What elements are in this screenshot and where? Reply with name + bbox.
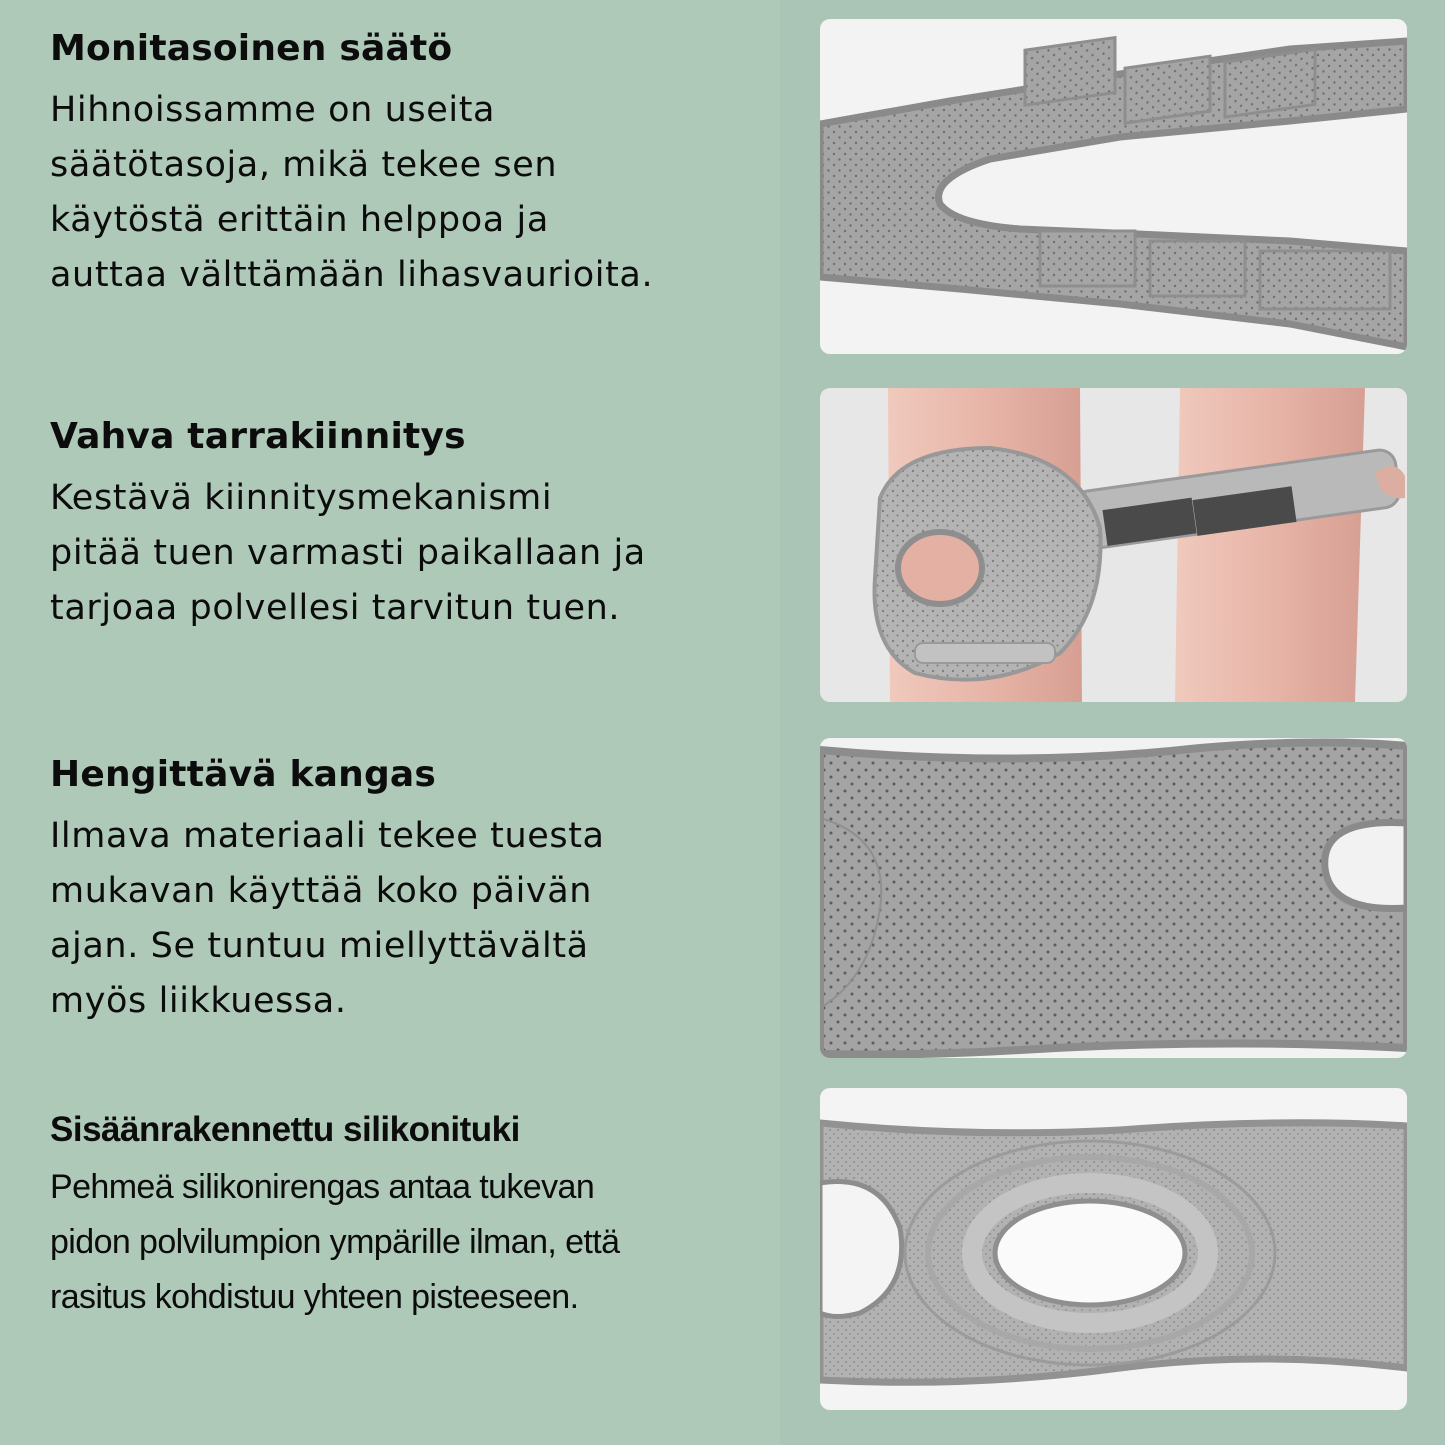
feature-title: Hengittävä kangas <box>50 754 437 795</box>
silicone-ring-photo <box>820 1088 1407 1410</box>
description-line: Pehmeä silikonirengas antaa tukevan <box>50 1167 595 1206</box>
feature-description <box>50 809 750 1029</box>
description-line: tarjoaa polvellesi tarvitun tuen. <box>50 588 621 628</box>
feature-title: Monitasoinen säätö <box>50 28 453 69</box>
description-line: rasitus kohdistuu yhteen pisteeseen. <box>50 1277 579 1316</box>
description-line: mukavan käyttää koko päivän <box>50 871 593 911</box>
description-line: säätötasoja, mikä tekee sen <box>50 145 558 185</box>
feature-description <box>50 1160 750 1325</box>
feature-description <box>50 471 750 636</box>
description-line: pidon polvilumpion ympärille ilman, että <box>50 1222 620 1261</box>
silicone-ring-illustration <box>820 1088 1407 1410</box>
feature-silicone-support <box>50 1108 750 1325</box>
breathable-fabric-photo <box>820 738 1407 1058</box>
description-line: Ilmava materiaali tekee tuesta <box>50 816 605 856</box>
description-line: käytöstä erittäin helppoa ja <box>50 200 549 240</box>
description-line: auttaa välttämään lihasvaurioita. <box>50 255 654 295</box>
description-line: myös liikkuessa. <box>50 981 347 1021</box>
description-line: ajan. Se tuntuu miellyttävältä <box>50 926 589 966</box>
description-line: pitää tuen varmasti paikallaan ja <box>50 533 646 573</box>
strap-adjustment-photo <box>820 19 1407 354</box>
feature-title: Sisäänrakennettu silikonituki <box>50 1110 520 1149</box>
strap-adjustment-illustration <box>820 19 1407 354</box>
feature-breathable-fabric <box>50 752 750 1029</box>
knee-brace-on-leg-photo <box>820 388 1407 702</box>
feature-title: Vahva tarrakiinnitys <box>50 416 466 457</box>
feature-velcro <box>50 414 750 636</box>
description-line: Hihnoissamme on useita <box>50 90 496 130</box>
knee-brace-illustration <box>820 388 1407 702</box>
feature-description <box>50 83 750 303</box>
description-line: Kestävä kiinnitysmekanismi <box>50 478 553 518</box>
feature-adjustment <box>50 26 750 303</box>
fabric-closeup-illustration <box>820 738 1407 1058</box>
